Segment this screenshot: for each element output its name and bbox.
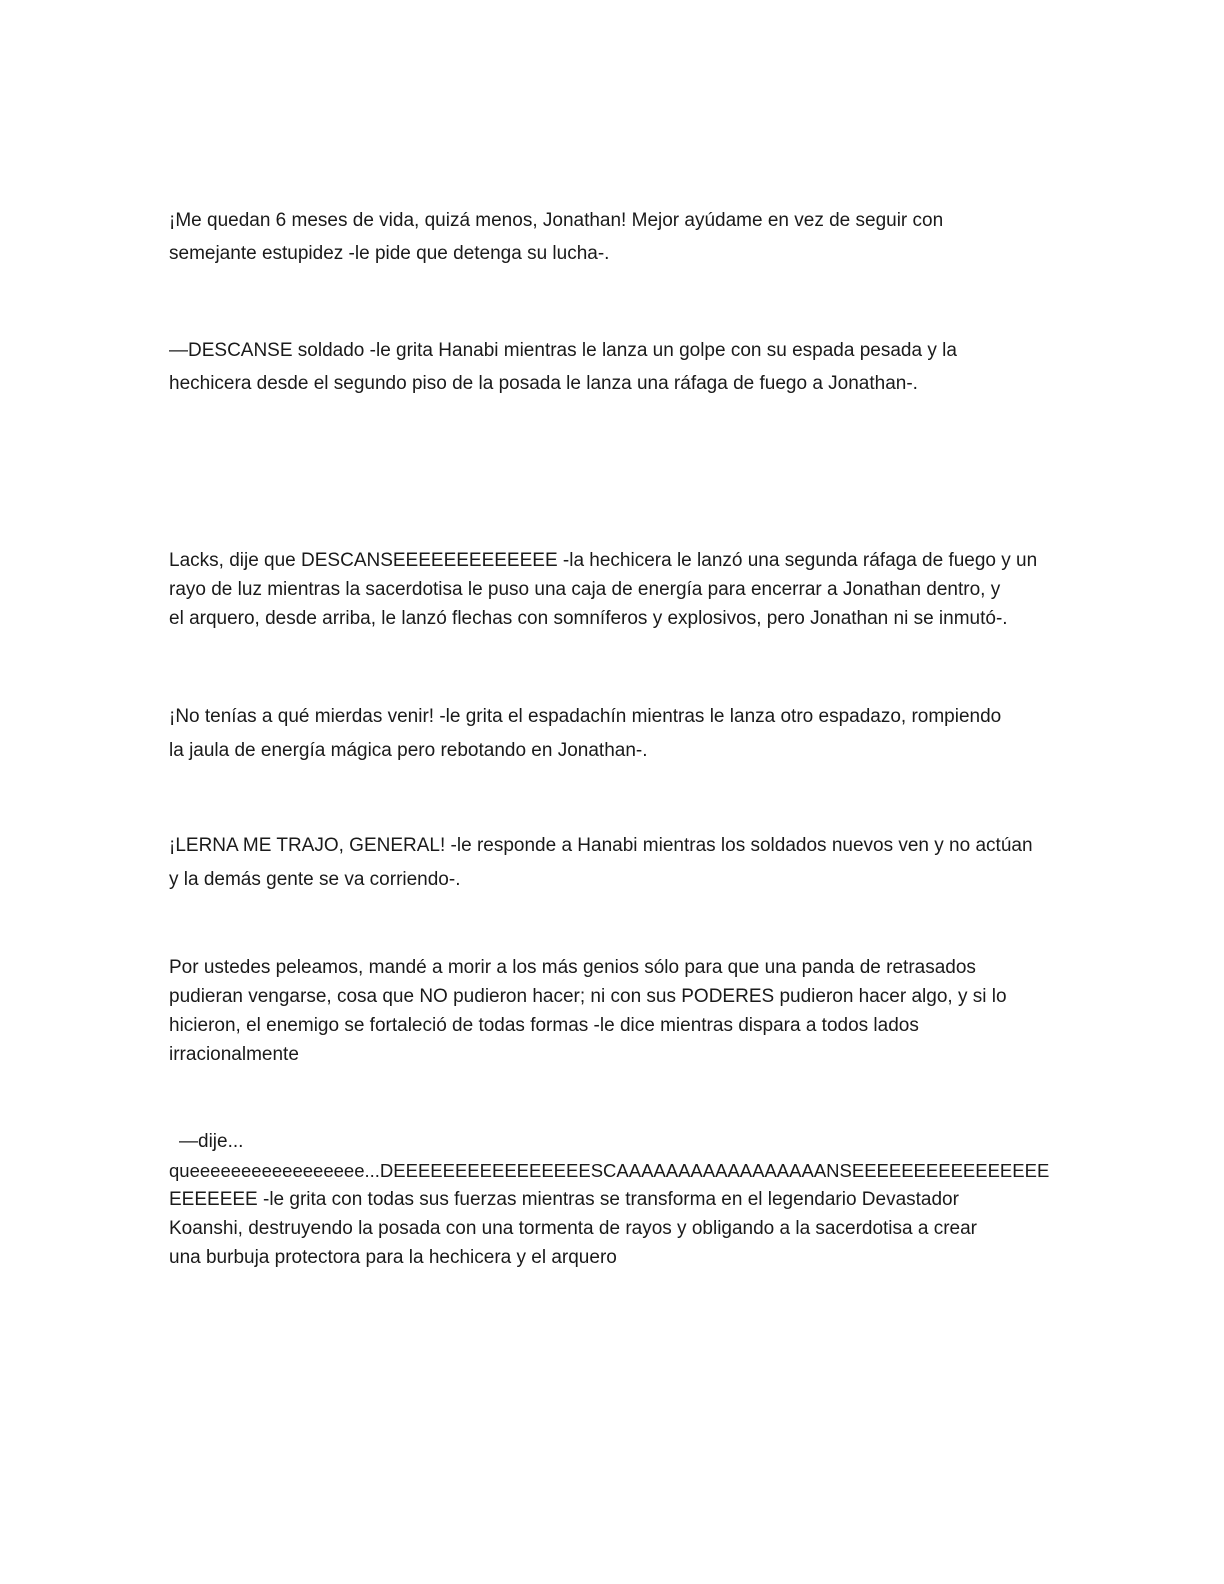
text-line: queeeeeeeeeeeeeeeee...DEEEEEEEEEEEEEEEESCAAAAAAAAAAAAAAAAANSEEEEEEEEEEEEEEEE [169,1160,1050,1181]
text-line: EEEEEEE -le grita con todas sus fuerzas mientras se transforma en el legendario Devastador [169,1189,959,1210]
text-line: Por ustedes peleamos, mandé a morir a los más genios sólo para que una panda de retrasados [169,957,976,978]
text-line: —dije... [179,1131,244,1152]
text-line: el arquero, desde arriba, le lanzó flechas con somníferos y explosivos, pero Jonathan ni se inmutó-. [169,608,1008,629]
text-line: hicieron, el enemigo se fortaleció de todas formas -le dice mientras dispara a todos lados [169,1015,919,1036]
paragraph-1 [169,204,1049,270]
text-line: Lacks, dije que DESCANSEEEEEEEEEEEEE -la hechicera le lanzó una segunda ráfaga de fuego y un [169,550,1038,571]
text-line: Koanshi, destruyendo la posada con una tormenta de rayos y obligando a la sacerdotisa a crear [169,1218,978,1239]
text-line: hechicera desde el segundo piso de la posada le lanza una ráfaga de fuego a Jonathan-. [169,373,918,394]
text-line: y la demás gente se va corriendo-. [169,869,461,890]
text-line: semejante estupidez -le pide que detenga su lucha-. [169,243,610,264]
paragraph-5 [169,829,1049,897]
text-line: —DESCANSE soldado -le grita Hanabi mientras le lanza un golpe con su espada pesada y la [169,340,957,361]
text-line: ¡LERNA ME TRAJO, GENERAL! -le responde a Hanabi mientras los soldados nuevos ven y no actúan [169,835,1033,856]
paragraph-7 [169,1127,1049,1272]
text-line: pudieran vengarse, cosa que NO pudieron hacer; ni con sus PODERES pudieron hacer algo, y si lo [169,986,1007,1007]
text-line: la jaula de energía mágica pero rebotando en Jonathan-. [169,740,648,761]
paragraph-4 [169,700,1049,768]
paragraph-2 [169,334,1049,400]
text-line: rayo de luz mientras la sacerdotisa le puso una caja de energía para encerrar a Jonathan dentro, y [169,579,1001,600]
paragraph-6 [169,953,1049,1069]
text-line: irracionalmente [169,1044,299,1065]
text-line: ¡No tenías a qué mierdas venir! -le grita el espadachín mientras le lanza otro espadazo, rompiendo [169,706,1002,727]
paragraph-3 [169,546,1049,633]
text-line: ¡Me quedan 6 meses de vida, quizá menos, Jonathan! Mejor ayúdame en vez de seguir con [169,210,944,231]
text-line: una burbuja protectora para la hechicera y el arquero [169,1247,617,1268]
